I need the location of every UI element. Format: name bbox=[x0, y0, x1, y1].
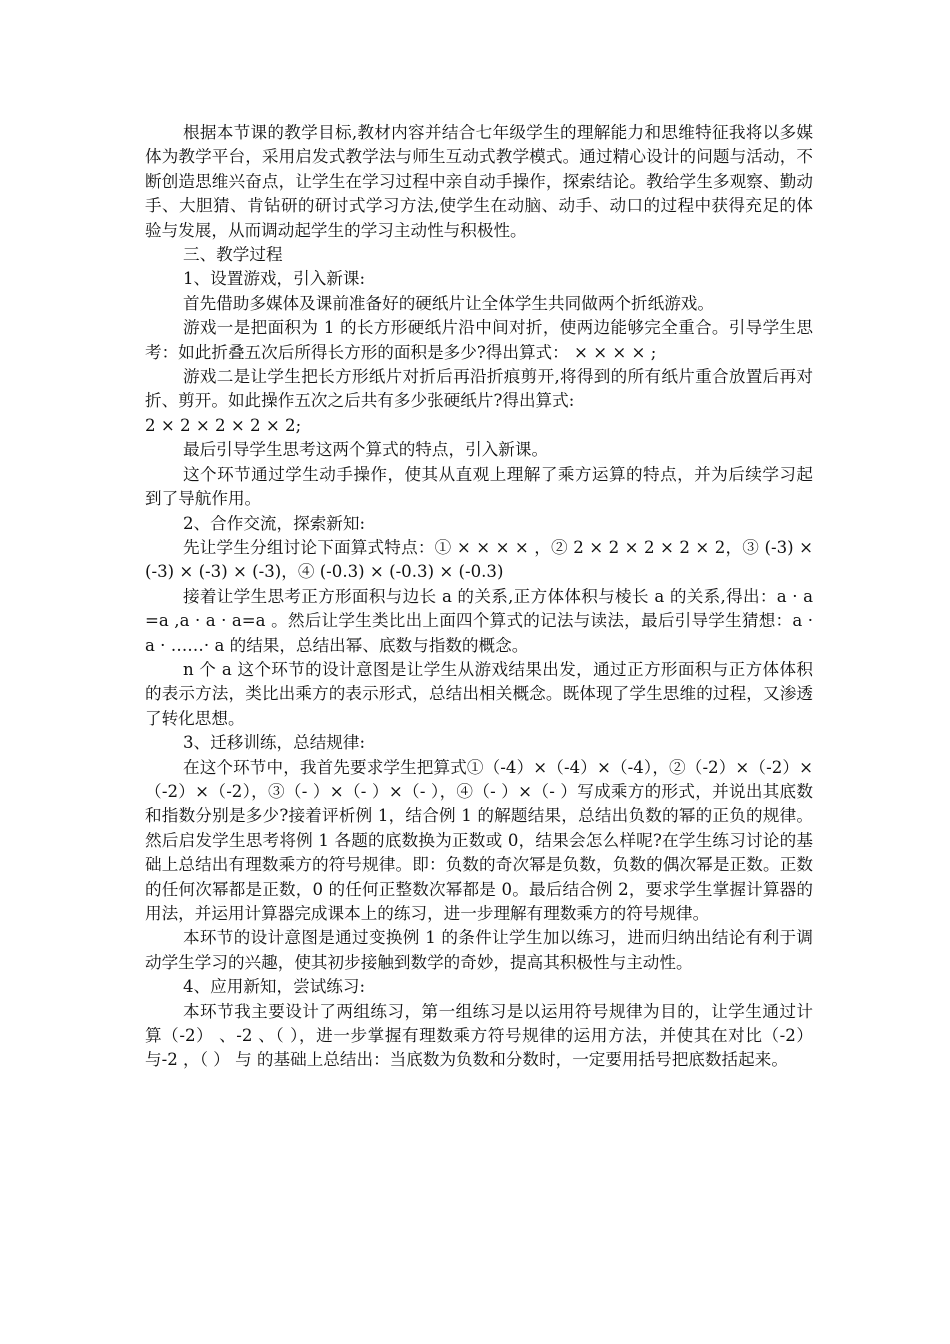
formula-game-two: 2 × 2 × 2 × 2 × 2; bbox=[145, 415, 302, 435]
paragraph-intro: 根据本节课的教学目标,教材内容并结合七年级学生的理解能力和思维特征我将以多媒体为教学平台，采用启发式教学法与师生互动式教学模式。通过精心设计的问题与活动，不断创造思维兴奋点，让学生在学习过程中亲自动手操作，探索结论。教给学生多观察、勤动手、大胆猜、肯钻研的研讨式学习方法,使学生在动脑、动手、动口的过程中获得充足的体验与发展，从而调动起学生的学习主动性与积极性。 bbox=[145, 123, 813, 240]
step-1-heading: 1、设置游戏，引入新课: bbox=[183, 269, 366, 289]
paragraph-practice: 本环节我主要设计了两组练习，第一组练习是以运用符号规律为目的，让学生通过计算（-2） 、-2 、（ ），进一步掌握有理数乘方符号规律的运用方法，并使其在对比（-2） 与-2 ，（ ） 与 的基础上总结出：当底数为负数和分数时，一定要用括号把底数括起来。 bbox=[145, 1001, 813, 1070]
step-2-heading: 2、合作交流，探索新知: bbox=[183, 513, 366, 533]
paragraph-transfer-training: 在这个环节中，我首先要求学生把算式①（-4）×（-4）×（-4），②（-2）×（-2）×（-2）×（-2），③（- ）×（- ）×（- ），④（- ）×（- ）写成乘方的形式，并说出其底数和指数分别是多少?接着评析例 1，结合例 1 的解题结果，总结出负数的幂的正负的规律。然后启发学生思考将例 1 各题的底数换为正数或 0，结果会怎么样呢?在学生练习讨论的基础上总结出有理数乘方的符号规律。即：负数的奇次幂是负数，负数的偶次幂是正数。正数的任何次幂都是正数，0 的任何正整数次幂都是 0。最后结合例 2，要求学生掌握计算器的用法，并运用计算器完成课本上的练习，进一步理解有理数乘方的符号规律。 bbox=[145, 757, 813, 923]
paragraph-power-concepts: 接着让学生思考正方形面积与边长 a 的关系,正方体体积与棱长 a 的关系,得出：a · a=a ,a · a · a=a 。然后让学生类比出上面四个算式的记法与读法，最后引导学生猜想：a · a · ……· a 的结果，总结出幂、底数与指数的概念。 bbox=[145, 586, 813, 655]
paragraph-group-discussion: 先让学生分组讨论下面算式特点：① × × × × ，② 2 × 2 × 2 × 2 × 2，③ (-3) × (-3) × (-3) × (-3)，④ (-0.3) × (-0.3) × (-0.3) bbox=[145, 537, 813, 582]
step-3-heading: 3、迁移训练，总结规律: bbox=[183, 733, 366, 753]
paragraph-game-two: 游戏二是让学生把长方形纸片对折后再沿折痕剪开,将得到的所有纸片重合放置后再对折、剪开。如此操作五次之后共有多少张硬纸片?得出算式: bbox=[145, 367, 813, 411]
paragraph-step-1-intent: 这个环节通过学生动手操作，使其从直观上理解了乘方运算的特点，并为后续学习起到了导航作用。 bbox=[145, 464, 813, 509]
paragraph-step-3-intent: 本环节的设计意图是通过变换例 1 的条件让学生加以练习，进而归纳出结论有利于调动学生学习的兴趣，使其初步接触到数学的奇妙，提高其积极性与主动性。 bbox=[145, 928, 813, 972]
section-heading-teaching-process: 三、教学过程 bbox=[183, 245, 283, 265]
step-4-heading: 4、应用新知，尝试练习: bbox=[183, 977, 366, 997]
paragraph-introduce-lesson: 最后引导学生思考这两个算式的特点，引入新课。 bbox=[183, 440, 549, 460]
document-body bbox=[145, 121, 813, 1073]
paragraph-game-one: 游戏一是把面积为 1 的长方形硬纸片沿中间对折，使两边能够完全重合。引导学生思考：如此折叠五次后所得长方形的面积是多少?得出算式： × × × × ; bbox=[145, 318, 813, 362]
paragraph-paper-folding-games: 首先借助多媒体及课前准备好的硬纸片让全体学生共同做两个折纸游戏。 bbox=[183, 293, 714, 313]
paragraph-step-2-intent: n 个 a 这个环节的设计意图是让学生从游戏结果出发，通过正方形面积与正方体体积的表示方法，类比出乘方的表示形式，总结出相关概念。既体现了学生思维的过程，又渗透了转化思想。 bbox=[145, 659, 813, 728]
